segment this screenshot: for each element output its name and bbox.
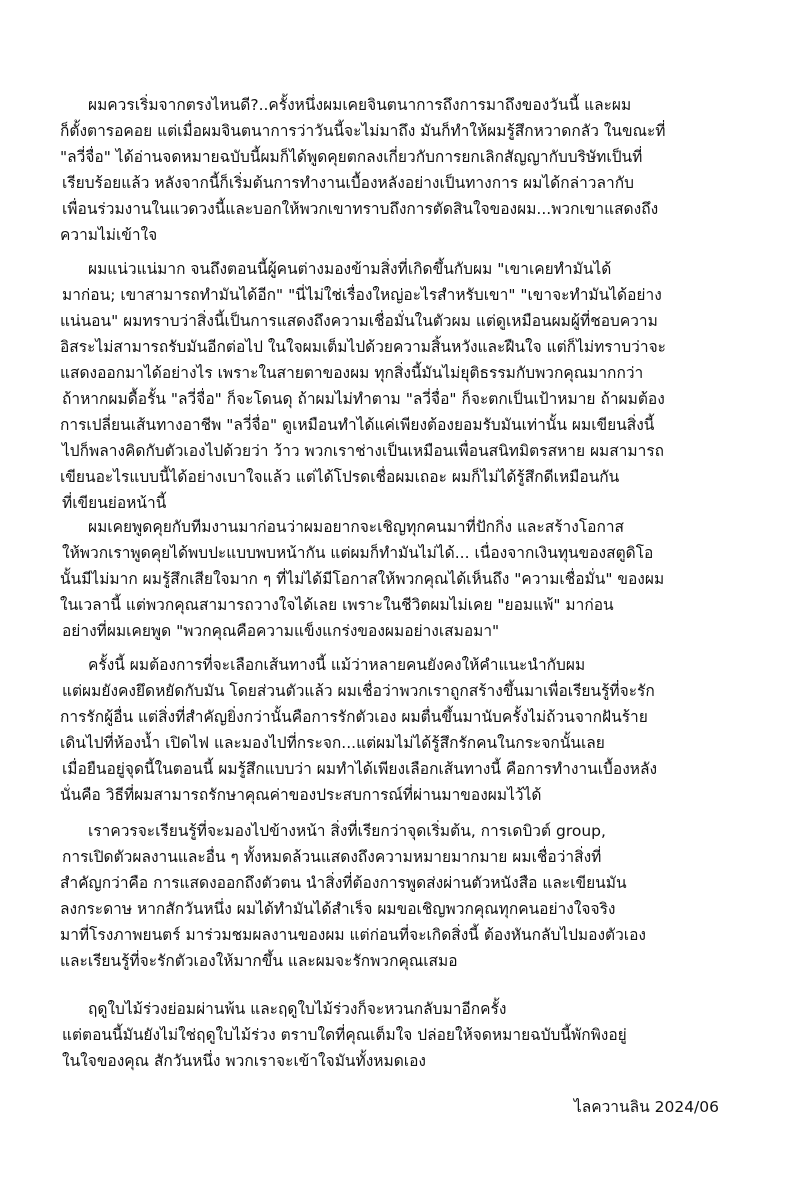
signature-date: ไลควานลิน 2024/06 — [573, 1098, 719, 1116]
paragraph-3 — [60, 514, 750, 644]
paragraph-2-line-3: แน่นอน" ผมทราบว่าสิ่งนี้เป็นการแสดงถึงความเชื่อมั่นในตัวผม แต่ดูเหมือนผมผู้ที่ชอบความ — [60, 312, 658, 330]
paragraph-3-line-3: นั้นมีไม่มาก ผมรู้สึกเสียใจมาก ๆ ที่ไม่ได้มีโอกาสให้พวกคุณได้เห็นถึง "ความเชื่อมั่น" ของผม — [60, 570, 665, 588]
paragraph-5 — [60, 818, 750, 974]
paragraph-4-line-6: นั่นคือ วิธีที่ผมสามารถรักษาคุณค่าของประสบการณ์ที่ผ่านมาของผมไว้ได้ — [60, 786, 542, 804]
paragraph-2-line-6: ถ้าหากผมดื้อรั้น "ลวี่จื่อ" ก็จะโดนดุ ถ้าผมไม่ทำตาม "ลวี่จื่อ" ก็จะตกเป็นเป้าหมาย ถ้าผมต้อง — [62, 390, 665, 408]
paragraph-1-line-3: "ลวี่จื่อ" ได้อ่านจดหมายฉบับนี้ผมก็ได้พูดคุยตกลงเกี่ยวกับการยกเลิกสัญญากับบริษัทเป็นที่ — [60, 148, 643, 166]
paragraph-5-line-2: การเปิดตัวผลงานและอื่น ๆ ทั้งหมดล้วนแสดงถึงความหมายมากมาย ผมเชื่อว่าสิ่งที่ — [62, 848, 602, 866]
paragraph-2-line-2: มาก่อน; เขาสามารถทำมันได้อีก" "นี่ไม่ใช่เรื่องใหญ่อะไรสำหรับเขา" "เขาจะทำมันได้อย่าง — [62, 286, 662, 304]
paragraph-4-line-5: เมื่อยืนอยู่จุดนี้ในตอนนี้ ผมรู้สึกแบบว่า ผมทำได้เพียงเลือกเส้นทางนี้ คือการทำงานเบื้องหลัง — [62, 760, 658, 778]
paragraph-4-line-2: แต่ผมยังคงยึดหยัดกับมัน โดยส่วนตัวแล้ว ผมเชื่อว่าพวกเราถูกสร้างขึ้นมาเพื่อเรียนรู้ที่จะรัก — [62, 682, 655, 700]
paragraph-5-line-6: และเรียนรู้ที่จะรักตัวเองให้มากขึ้น และผมจะรักพวกคุณเสมอ — [60, 952, 458, 970]
paragraph-2-line-1: ผมแน่วแน่มาก จนถึงตอนนี้ผู้คนต่างมองข้ามสิ่งที่เกิดขึ้นกับผม "เขาเคยทำมันได้ — [88, 260, 612, 278]
paragraph-2-line-9: เขียนอะไรแบบนี้ได้อย่างเบาใจแล้ว แต่ได้โปรดเชื่อผมเถอะ ผมก็ไม่ได้รู้สึกดีเหมือนกัน — [60, 468, 620, 486]
paragraph-2-line-7: การเปลี่ยนเส้นทางอาชีพ "ลวี่จื่อ" ดูเหมือนทำได้แค่เพียงต้องยอมรับมันเท่านั้น ผมเขียนสิ่งนี้ — [60, 416, 655, 434]
paragraph-6 — [60, 996, 750, 1074]
paragraph-1 — [60, 92, 750, 248]
paragraph-4-line-1: ครั้งนี้ ผมต้องการที่จะเลือกเส้นทางนี้ แม้ว่าหลายคนยังคงให้คำแนะนำกับผม — [88, 656, 586, 674]
paragraph-5-line-5: มาที่โรงภาพยนตร์ มาร่วมชมผลงานของผม แต่ก่อนที่จะเกิดสิ่งนี้ ต้องหันกลับไปมองตัวเอง — [60, 926, 646, 944]
paragraph-3-line-2: ให้พวกเราพูดคุยได้พบปะแบบพบหน้ากัน แต่ผมก็ทำมันไม่ได้... เนื่องจากเงินทุนของสตูดิโอ — [62, 544, 654, 562]
paragraph-1-line-1: ผมควรเริ่มจากตรงไหนดี?..ครั้งหนึ่งผมเคยจินตนาการถึงการมาถึงของวันนี้ และผม — [88, 96, 632, 114]
paragraph-1-line-4: เรียบร้อยแล้ว หลังจากนี้ก็เริ่มต้นการทำงานเบื้องหลังอย่างเป็นทางการ ผมได้กล่าวลากับ — [62, 174, 634, 192]
paragraph-1-line-6: ความไม่เข้าใจ — [60, 226, 158, 244]
paragraph-2-line-10: ที่เขียนย่อหน้านี้ — [62, 494, 167, 512]
paragraph-4-line-3: การรักผู้อื่น แต่สิ่งที่สำคัญยิ่งกว่านั้นคือการรักตัวเอง ผมตื่นขึ้นมานับครั้งไม่ถ้วนจากฝันร้าย — [60, 708, 648, 726]
paragraph-1-line-2: ก็ตั้งตารอคอย แต่เมื่อผมจินตนาการว่าวันนี้จะไม่มาถึง มันก็ทำให้ผมรู้สึกหวาดกลัว ในขณะที่ — [60, 122, 666, 140]
paragraph-4 — [60, 652, 750, 808]
paragraph-3-line-4: ในเวลานี้ แต่พวกคุณสามารถวางใจได้เลย เพราะในชีวิตผมไม่เคย "ยอมแพ้" มาก่อน — [60, 596, 614, 614]
paragraph-4-line-4: เดินไปที่ห้องน้ำ เปิดไฟ และมองไปที่กระจก...แต่ผมไม่ได้รู้สึกรักคนในกระจกนั้นเลย — [60, 734, 605, 752]
paragraph-5-line-3: สำคัญกว่าคือ การแสดงออกถึงตัวตน นำสิ่งที่ต้องการพูดส่งผ่านตัวหนังสือ และเขียนมัน — [60, 874, 627, 892]
paragraph-6-line-1: ฤดูใบไม้ร่วงย่อมผ่านพ้น และฤดูใบไม้ร่วงก็จะหวนกลับมาอีกครั้ง — [88, 1000, 507, 1018]
paragraph-3-line-5: อย่างที่ผมเคยพูด "พวกคุณคือความแข็งแกร่งของผมอย่างเสมอมา" — [62, 622, 500, 640]
paragraph-5-line-1: เราควรจะเรียนรู้ที่จะมองไปข้างหน้า สิ่งที่เรียกว่าจุดเริ่มต้น, การเดบิวต์ group, — [88, 822, 606, 840]
paragraph-2-line-4: อิสระไม่สามารถรับมันอีกต่อไป ในใจผมเต็มไปด้วยความสิ้นหวังและฝืนใจ แต่ก็ไม่ทราบว่าจะ — [60, 338, 666, 356]
paragraph-3-line-1: ผมเคยพูดคุยกับทีมงานมาก่อนว่าผมอยากจะเชิญทุกคนมาที่ปักกิ่ง และสร้างโอกาส — [88, 518, 624, 536]
paragraph-2 — [60, 256, 750, 516]
paragraph-5-line-4: ลงกระดาษ หากสักวันหนึ่ง ผมได้ทำมันได้สำเร็จ ผมขอเชิญพวกคุณทุกคนอย่างใจจริง — [60, 900, 616, 918]
paragraph-1-line-5: เพื่อนร่วมงานในแวดวงนี้และบอกให้พวกเขาทราบถึงการตัดสินใจของผม...พวกเขาแสดงถึง — [62, 200, 659, 218]
paragraph-6-line-2: แต่ตอนนี้มันยังไม่ใช่ฤดูใบไม้ร่วง ตราบใดที่คุณเต็มใจ ปล่อยให้จดหมายฉบับนี้พักพิงอยู่ — [62, 1026, 627, 1044]
paragraph-2-line-8: ไปก็พลางคิดกับตัวเองไปด้วยว่า ว้าว พวกเราช่างเป็นเหมือนเพื่อนสนิทมิตรสหาย ผมสามารถ — [62, 442, 665, 460]
paragraph-2-line-5: แสดงออกมาได้อย่างไร เพราะในสายตาของผม ทุกสิ่งนี้มันไม่ยุติธรรมกับพวกคุณมากกว่า — [60, 364, 644, 382]
paragraph-6-line-3: ในใจของคุณ สักวันหนึ่ง พวกเราจะเข้าใจมันทั้งหมดเอง — [62, 1052, 426, 1070]
